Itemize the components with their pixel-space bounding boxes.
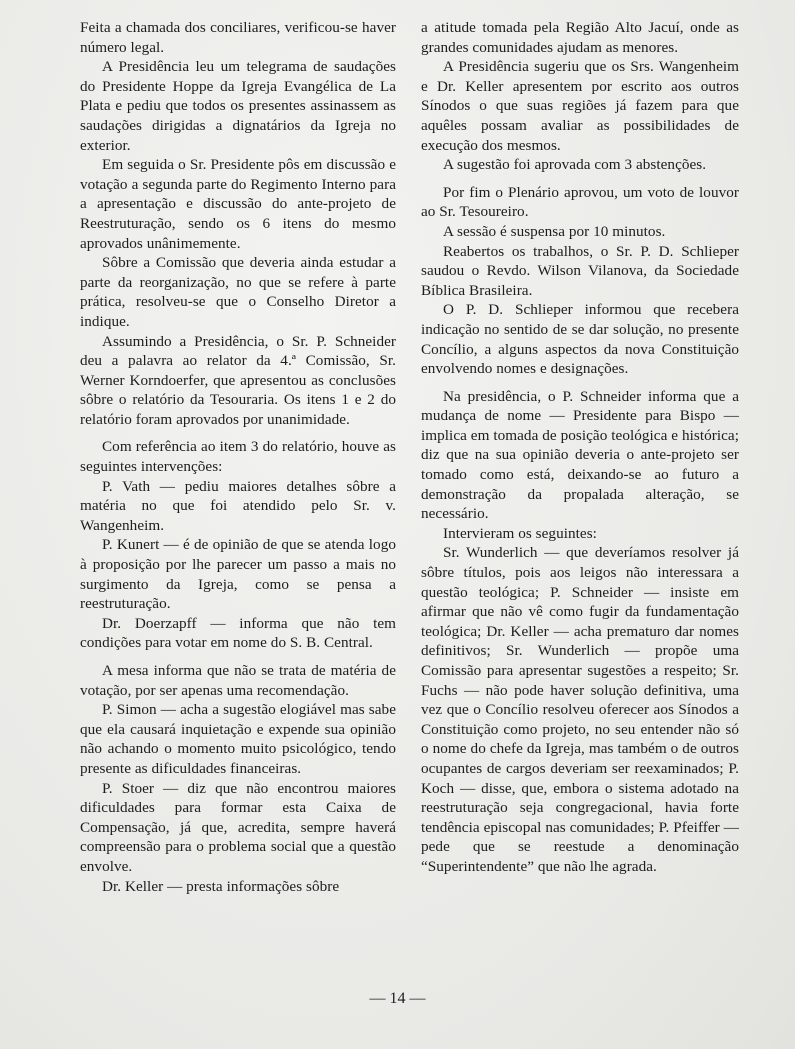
paragraph: Dr. Keller — presta informações sôbre [102,877,340,895]
page-number: — 14 — [369,990,426,1007]
paragraph: Reabertos os trabalhos, o Sr. P. D. Schlieper saudou o Revdo. Wilson Vilanova, da Sociedade Bíblica Brasileira. [421,242,739,299]
paragraph: P. Stoer — diz que não encontrou maiores dificuldades para formar esta Caixa de Compensação, já que, acredita, sempre haverá compreensão para o problema social que a questão envolve. [80,779,396,875]
paragraph: Sr. Wunderlich — que deveríamos resolver já sôbre títulos, pois aos leigos não interessara a questão teológica; P. Schneider — insiste em afirmar que não vê como fugir da fundamentação teológica; Dr. Keller — acha prematuro dar nomes definitivos; Sr. Wunderlich — propõe uma Comissão para apresentar sugestões a respeito; Sr. Fuchs — não pode haver solução definitiva, uma vez que o Concílio resolveu oferecer aos Sínodos a Constituição como projeto, no seu entender não só o nome do chefe da Igreja, mas também o de outros ocupantes de cargos deveriam ser reexaminados; P. Koch — disse, que, embora o sistema adotado na reestruturação seja congregacional, havia forte tendência episcopal nas comunidades; P. Pfeiffer — pede que se reestude a denominação “Superintendente” que não lhe agrada. [421,544,739,875]
paragraph: A sugestão foi aprovada com 3 abstenções. [443,156,707,174]
paragraph: Na presidência, o P. Schneider informa que a mudança de nome — Presidente para Bispo — implica em tomada de posição teológica e histórica; diz que na sua opinião deveria o ante-projeto ser tomado como está, deixando-se ao futuro a demonstração da propalada alteração, se necessário. [421,387,739,523]
paragraph: A Presidência leu um telegrama de saudações do Presidente Hoppe da Igreja Evangélica de La Plata e pediu que todos os presentes assinassem as saudações dirigidas a dignatários da Igreja no exterior. [80,58,396,154]
paragraph: Sôbre a Comissão que deveria ainda estudar a parte da reorganização, no que se refere à parte prática, resolveu-se que o Conselho Diretor a indique. [80,254,396,330]
paragraph: O P. D. Schlieper informou que recebera indicação no sentido de se dar solução, no presente Concílio, a alguns aspectos da nova Constituição envolvendo nomes e designações. [421,301,739,378]
paragraph: Por fim o Plenário aprovou, um voto de louvor ao Sr. Tesoureiro. [421,183,739,221]
paragraph: Intervieram os seguintes: [443,524,597,542]
paragraph: Em seguida o Sr. Presidente pôs em discussão e votação a segunda parte do Regimento Interno para a apresentação e discussão do ante-projeto de Reestruturação, sendo os 6 itens do mesmo aprovados unânimemente. [80,156,396,252]
paragraph: P. Kunert — é de opinião de que se atenda logo à proposição por lhe parecer um passo a mais no surgimento da Igreja, como se pensa a reestruturação. [80,536,396,613]
left-text-column [80,18,396,896]
paragraph: P. Vath — pediu maiores detalhes sôbre a matéria no que foi atendido pelo Sr. v. Wangenheim. [80,477,396,534]
right-text-column [421,18,739,877]
paragraph: Assumindo a Presidência, o Sr. P. Schneider deu a palavra ao relator da 4.ª Comissão, Sr. Werner Korndoerfer, que apresentou as conclusões sôbre o relatório da Tesouraria. Os itens 1 e 2 do relatório foram aprovados por unanimidade. [80,332,396,428]
paragraph: A sessão é suspensa por 10 minutos. [443,222,666,240]
paragraph: a atitude tomada pela Região Alto Jacuí, onde as grandes comunidades ajudam as menores. [421,19,739,56]
paragraph: Dr. Doerzapff — informa que não tem condições para votar em nome do S. B. Central. [80,614,396,652]
paragraph: Feita a chamada dos conciliares, verificou-se haver número legal. [80,19,396,56]
paragraph: A mesa informa que não se trata de matéria de votação, por ser apenas uma recomendação. [80,662,396,699]
paragraph: Com referência ao item 3 do relatório, houve as seguintes intervenções: [80,438,396,476]
paragraph: A Presidência sugeriu que os Srs. Wangenheim e Dr. Keller apresentem por escrito aos outros Sínodos o que suas regiões já fazem para que aquêles possam avaliar as possibilidades de execução dos mesmos. [421,58,739,154]
paragraph: P. Simon — acha a sugestão elogiável mas sabe que ela causará inquietação e expende sua opinião não achando o momento muito psicológico, tendo presente as dificuldades financeiras. [80,701,396,777]
